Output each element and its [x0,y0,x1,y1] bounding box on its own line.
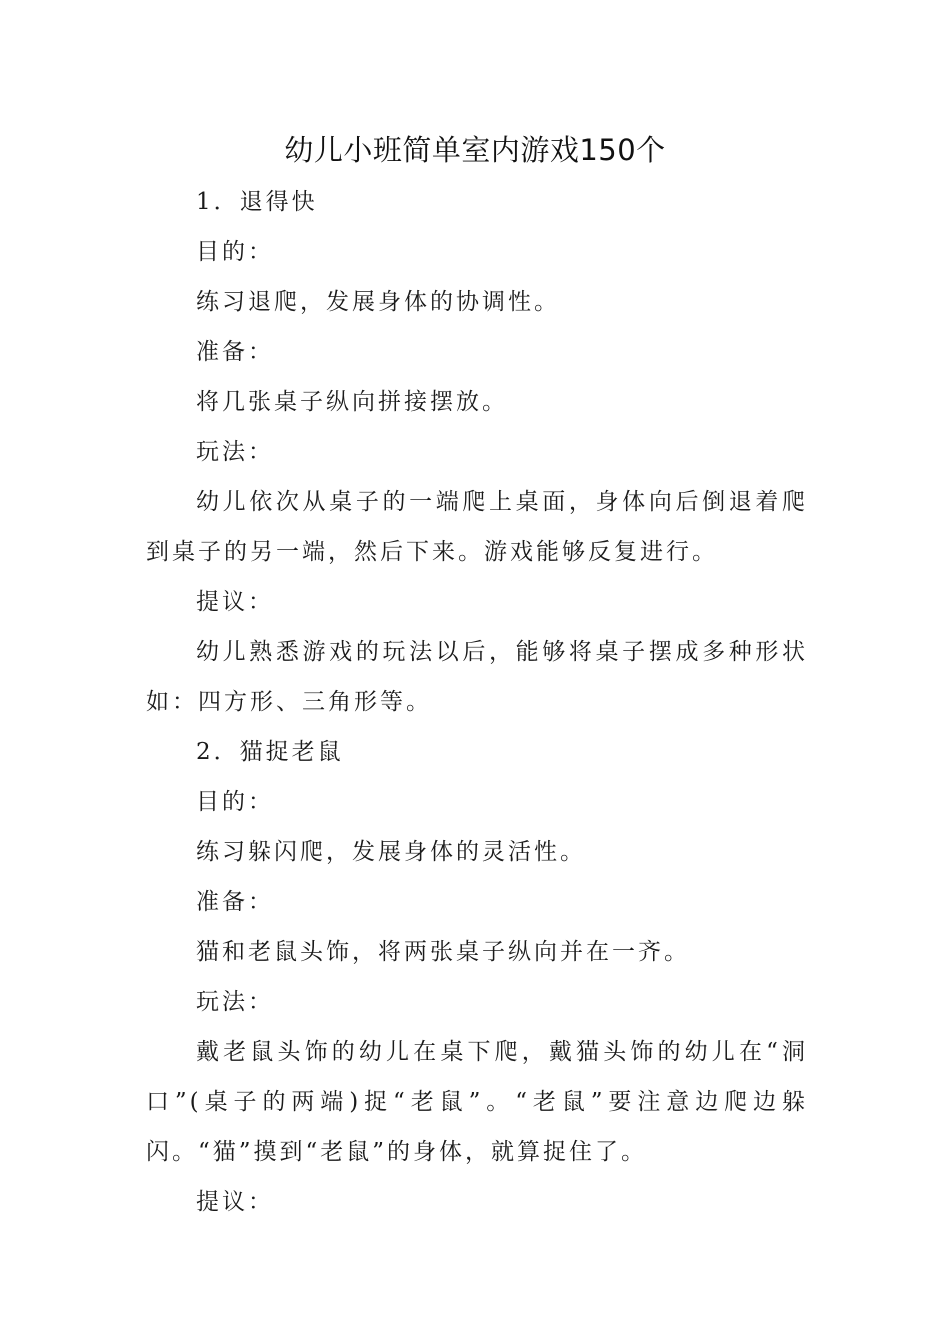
paragraph: 幼儿依次从桌子的一端爬上桌面，身体向后倒退着爬到桌子的另一端，然后下来。游戏能够反复进行。 [146,489,808,565]
document-title: 幼儿小班简单室内游戏150个 [284,133,666,167]
paragraph: 练习躲闪爬，发展身体的灵活性。 [196,839,586,865]
label-purpose: 目的： [196,789,274,815]
paragraph: 幼儿熟悉游戏的玩法以后，能够将桌子摆成多种形状如：四方形、三角形等。 [146,639,808,715]
paragraph: 猫和老鼠头饰，将两张桌子纵向并在一齐。 [196,939,690,965]
paragraph: 戴老鼠头饰的幼儿在桌下爬，戴猫头饰的幼儿在“洞口”(桌子的两端)捉“老鼠”。“老鼠”要注意边爬边躲闪。“猫”摸到“老鼠”的身体，就算捉住了。 [146,1039,808,1165]
label-purpose: 目的： [196,239,274,265]
paragraph: 练习退爬，发展身体的协调性。 [196,289,560,315]
section-heading: 1．退得快 [196,189,318,215]
paragraph: 将几张桌子纵向拼接摆放。 [196,389,508,415]
label-preparation: 准备： [196,339,274,365]
label-suggestion: 提议： [196,589,274,615]
label-gameplay: 玩法： [196,439,274,465]
label-preparation: 准备： [196,889,274,915]
section-heading: 2．猫捉老鼠 [196,739,344,765]
document-body [146,177,808,1227]
label-gameplay: 玩法： [196,989,274,1015]
label-suggestion: 提议： [196,1189,274,1215]
